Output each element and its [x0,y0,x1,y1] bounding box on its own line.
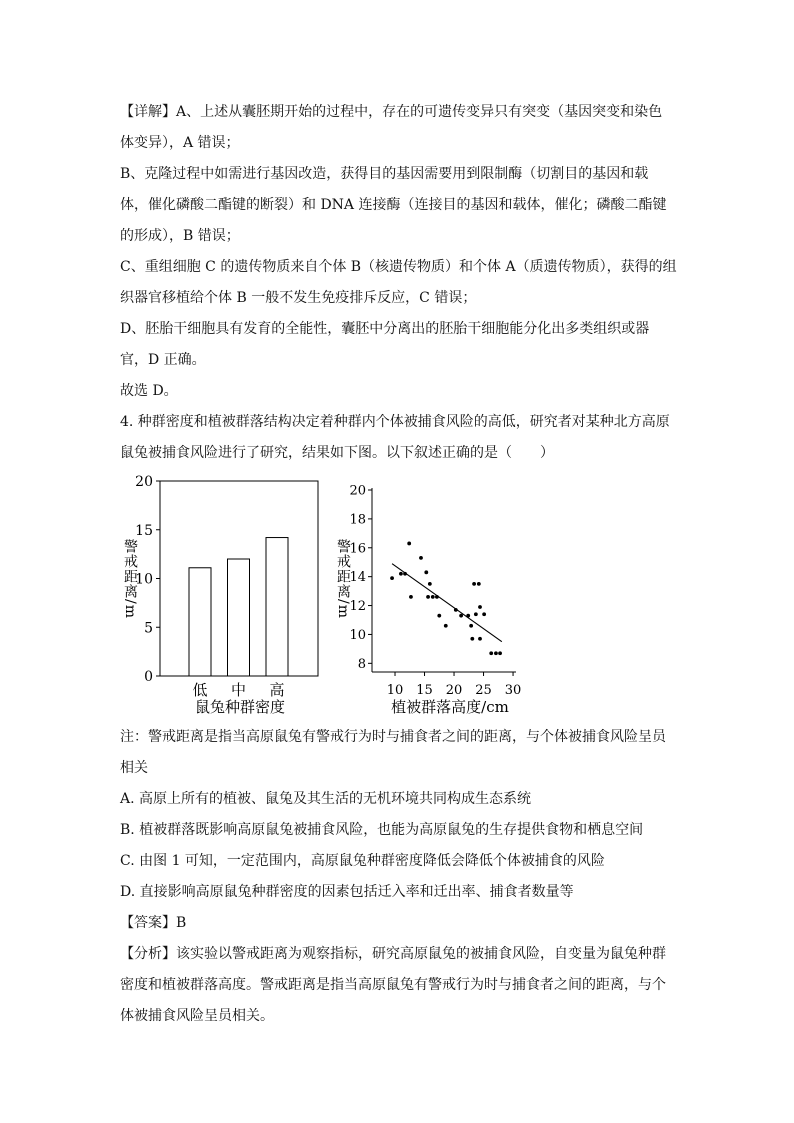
explanation-b-line: B、克隆过程中如需进行基因改造，获得目的基因需要用到限制酶（切割目的基因和载 [120,166,649,182]
answer-line: 【答案】B [120,915,187,931]
question-stem-line: 鼠兔被捕食风险进行了研究，结果如下图。以下叙述正确的是（ ） [120,445,554,461]
scatter-point [424,570,428,574]
bar-chart-density [135,474,318,716]
analysis-line: 密度和植被群落高度。警戒距离是指当高原鼠兔有警戒行为时与捕食者之间的距离，与个 [120,977,666,993]
option-c: C. 由图 1 可知，一定范围内，高原鼠兔种群密度降低会降低个体被捕食的风险 [120,853,605,869]
scatter-point [489,651,493,655]
figure-note-line: 注：警戒距离是指当高原鼠兔有警戒行为时与捕食者之间的距离，与个体被捕食风险呈员 [120,729,666,745]
scatter-point [494,651,498,655]
explanation-a-line: 【详解】A、上述从囊胚期开始的过程中，存在的可遗传变异只有突变（基因突变和染色 [120,104,663,120]
scatter-y-tick-label: 10 [349,627,366,643]
scatter-point [426,595,430,599]
density-bar-1 [228,559,250,676]
scatter-point [478,637,482,641]
explanation-d-line: D、胚胎干细胞具有发育的全能性，囊胚中分离出的胚胎干细胞能分化出多类组织或器 [120,321,650,337]
scatter-point [390,576,394,580]
scatter-point [437,614,441,618]
scatter-point [407,542,411,546]
scatter-x-tick-label: 25 [475,683,492,698]
density-bar-2 [266,538,288,676]
bar-chart-category-label: 低 [192,681,208,699]
scatter-point [470,637,474,641]
density-bar-0 [189,568,211,676]
explanation-a-line: 体变异），A 错误； [120,135,240,151]
scatter-y-tick-label: 14 [349,570,366,586]
bar-chart-y-tick-label: 0 [144,669,153,685]
scatter-chart-ylabel: 警戒距离/m [335,539,351,619]
explanation-b-line: 体，催化磷酸二酯键的断裂）和 DNA 连接酶（连接目的基因和载体，催化；磷酸二酯键 [120,197,667,213]
scatter-point [466,614,470,618]
scatter-point [474,612,478,616]
analysis-line: 【分析】该实验以警戒距离为观察指标，研究高原鼠兔的被捕食风险，自变量为鼠兔种群 [120,946,666,962]
scatter-chart-vegetation-height [349,484,521,717]
bar-chart-category-label: 中 [230,681,247,699]
scatter-point [482,612,486,616]
scatter-point [409,595,413,599]
bar-chart-category-label: 高 [269,681,285,699]
figure-note-line: 相关 [120,760,148,776]
bar-chart-y-tick-label: 15 [135,522,153,539]
explanation-d-line: 官，D 正确。 [120,352,206,368]
scatter-point [403,572,407,576]
scatter-y-tick-label: 16 [349,541,366,557]
scatter-point [459,614,463,618]
scatter-point [419,556,423,560]
scatter-xlabel: 植被群落高度/cm [391,698,509,716]
scatter-trendline [392,564,502,642]
scatter-x-tick-label: 20 [445,683,463,698]
question-lower-block [120,722,690,1032]
explanation-b-line: 的形成），B 错误； [120,228,240,244]
explanation-c-line: 织器官移植给个体 B 一般不发生免疫排斥反应，C 错误； [120,290,477,306]
scatter-point [428,582,432,586]
scatter-y-tick-label: 12 [349,599,366,615]
scatter-point [477,582,481,586]
explanation-c-line: C、重组细胞 C 的遗传物质来自个体 B（核遗传物质）和个体 A（质遗传物质），获得的组 [120,259,677,275]
bar-chart-ylabel: 警戒距离/m [122,539,138,619]
scatter-point [444,624,448,628]
question-stem-line: 4. 种群密度和植被群落结构决定着种群内个体被捕食风险的高低，研究者对某种北方高原 [120,414,670,430]
bar-chart-xlabel: 鼠兔种群密度 [194,698,286,716]
scatter-point [469,624,473,628]
scatter-y-tick-label: 20 [349,483,366,499]
bar-chart-y-tick-label: 5 [144,620,153,637]
bar-chart-y-tick-label: 20 [135,474,153,490]
explanation-conclusion: 故选 D。 [120,383,178,399]
scatter-x-tick-label: 10 [386,683,404,698]
scatter-point [472,582,476,586]
scatter-x-tick-label: 15 [416,683,433,698]
option-d: D. 直接影响高原鼠兔种群密度的因素包括迁入率和迁出率、捕食者数量等 [120,884,574,900]
scatter-point [454,608,458,612]
scatter-point [498,651,502,655]
scatter-y-tick-label: 8 [357,656,366,672]
bar-chart-y-tick-label: 10 [135,571,153,588]
scatter-point [478,605,482,609]
scatter-x-tick-label: 30 [504,683,522,698]
option-a: A. 高原上所有的植被、鼠兔及其生活的无机环境共同构成生态系统 [120,791,532,807]
explanation-block [120,97,690,469]
option-b: B. 植被群落既影响高原鼠兔被捕食风险，也能为高原鼠兔的生存提供食物和栖息空间 [120,822,644,838]
scatter-y-tick-label: 18 [349,512,366,528]
analysis-line: 体被捕食风险呈员相关。 [120,1008,274,1024]
scatter-point [435,595,439,599]
scatter-point [431,595,435,599]
scatter-point [399,572,403,576]
